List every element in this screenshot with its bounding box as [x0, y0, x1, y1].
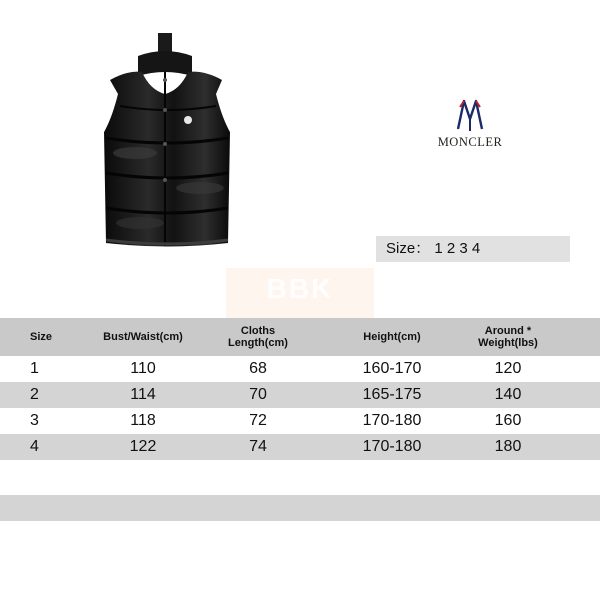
product-photo	[80, 28, 260, 258]
cell-length: 70	[249, 386, 267, 403]
header-cloths-length: Cloths Length(cm)	[228, 325, 288, 349]
table-row	[0, 434, 600, 460]
cell-length: 72	[249, 412, 267, 429]
cell-weight: 180	[494, 438, 522, 455]
table-row	[0, 382, 600, 408]
table-row	[0, 408, 600, 434]
cell-length: 74	[249, 438, 267, 455]
cell-size: 4	[30, 438, 39, 455]
cell-height: 160-170	[362, 360, 422, 377]
cell-bust-waist: 110	[130, 360, 156, 377]
cell-weight: 140	[494, 386, 522, 403]
size-chart-table	[0, 318, 600, 460]
header-size: Size	[29, 331, 52, 343]
cell-size: 3	[30, 412, 39, 429]
table-header-row	[0, 318, 600, 356]
cell-weight: 160	[494, 412, 522, 429]
size-label: Size： 1 2 3 4	[376, 236, 570, 262]
header-height: Height(cm)	[363, 331, 421, 343]
cell-height: 170-180	[362, 412, 422, 429]
watermark: BBK	[226, 268, 374, 340]
cell-bust-waist: 122	[129, 438, 157, 455]
header-weight: Around * Weight(lbs)	[478, 325, 538, 349]
moncler-emblem-icon	[420, 95, 520, 135]
cell-size: 2	[30, 386, 39, 403]
brand-wordmark: MONCLER	[437, 135, 503, 149]
empty-band	[0, 495, 600, 521]
cell-height: 170-180	[362, 438, 422, 455]
cell-bust-waist: 114	[130, 386, 156, 403]
cell-bust-waist: 118	[130, 412, 156, 429]
header-bust-waist: Bust/Waist(cm)	[103, 331, 183, 343]
cell-weight: 120	[494, 360, 522, 377]
cell-height: 165-175	[362, 386, 422, 403]
brand-logo	[420, 95, 520, 155]
cell-size: 1	[30, 360, 39, 377]
table-row	[0, 356, 600, 382]
cell-length: 68	[249, 360, 267, 377]
